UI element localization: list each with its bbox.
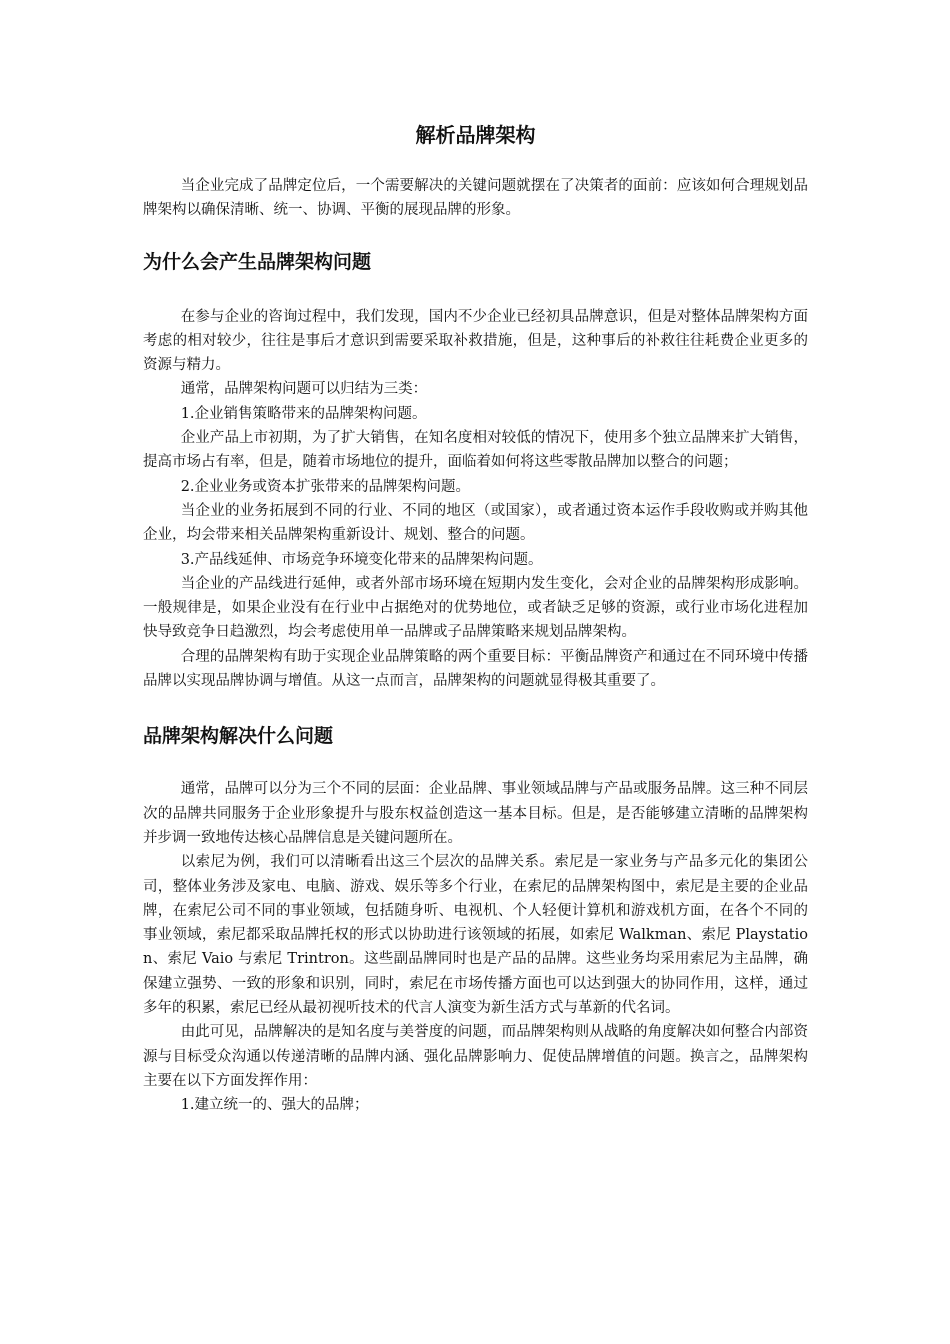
- document-title: 解析品牌架构: [415, 123, 536, 147]
- section-heading-what: 品牌架构解决什么问题: [143, 725, 334, 748]
- list-item: 2.企业业务或资本扩张带来的品牌架构问题。: [180, 478, 471, 495]
- paragraph: 当企业的产品线进行延伸，或者外部市场环境在短期内发生变化，会对企业的品牌架构形成影响。一般规律是，如果企业没有在行业中占据绝对的优势地位，或者缺乏足够的资源，或行业市场化进程加快导致竞争日趋激烈，均会考虑使用单一品牌或子品牌策略来规划品牌架构。: [143, 575, 808, 641]
- paragraph: 在参与企业的咨询过程中，我们发现，国内不少企业已经初具品牌意识，但是对整体品牌架构方面考虑的相对较少，往往是事后才意识到需要采取补救措施，但是，这种事后的补救往往耗费企业更多的资源与精力。: [143, 308, 808, 374]
- paragraph: 企业产品上市初期，为了扩大销售，在知名度相对较低的情况下，使用多个独立品牌来扩大销售，提高市场占有率，但是，随着市场地位的提升，面临着如何将这些零散品牌加以整合的问题；: [143, 430, 808, 471]
- list-item: 1.企业销售策略带来的品牌架构问题。: [180, 405, 427, 422]
- section-heading-why: 为什么会产生品牌架构问题: [143, 250, 372, 273]
- document-page: [143, 118, 808, 1118]
- paragraph: 以索尼为例，我们可以清晰看出这三个层次的品牌关系。索尼是一家业务与产品多元化的集团公司，整体业务涉及家电、电脑、游戏、娱乐等多个行业，在索尼的品牌架构图中，索尼是主要的企业品牌，在索尼公司不同的事业领域，包括随身听、电视机、个人轻便计算机和游戏机方面，在各个不同的事业领域，索尼都采取品牌托权的形式以协助进行该领域的拓展，如索尼 Walkman、索尼 Playstation、索尼 Vaio 与索尼 Trintron。这些副品牌同时也是产品的品牌。这些业务均采用索尼为主品牌，确保建立强势、一致的形象和识别，同时，索尼在市场传播方面也可以达到强大的协同作用，这样，通过多年的积累，索尼已经从最初视听技术的代言人演变为新生活方式与革新的代名词。: [143, 854, 808, 1017]
- list-item: 1.建立统一的、强大的品牌；: [180, 1097, 369, 1114]
- paragraph: 由此可见，品牌解决的是知名度与美誉度的问题，而品牌架构则从战略的角度解决如何整合内部资源与目标受众沟通以传递清晰的品牌内涵、强化品牌影响力、促使品牌增值的问题。换言之，品牌架构主要在以下方面发挥作用：: [143, 1024, 808, 1089]
- paragraph: 通常，品牌可以分为三个不同的层面：企业品牌、事业领域品牌与产品或服务品牌。这三种不同层次的品牌共同服务于企业形象提升与股东权益创造这一基本目标。但是，是否能够建立清晰的品牌架构并步调一致地传达核心品牌信息是关键问题所在。: [143, 781, 808, 846]
- paragraph: 通常，品牌架构问题可以归结为三类：: [180, 381, 428, 398]
- list-item: 3.产品线延伸、市场竞争环境变化带来的品牌架构问题。: [180, 551, 543, 568]
- paragraph: 当企业的业务拓展到不同的行业、不同的地区（或国家），或者通过资本运作手段收购或并购其他企业，均会带来相关品牌架构重新设计、规划、整合的问题。: [143, 502, 808, 544]
- paragraph: 合理的品牌架构有助于实现企业品牌策略的两个重要目标：平衡品牌资产和通过在不同环境中传播品牌以实现品牌协调与增值。从这一点而言，品牌架构的问题就显得极其重要了。: [143, 648, 808, 690]
- intro-paragraph: 当企业完成了品牌定位后，一个需要解决的关键问题就摆在了决策者的面前：应该如何合理规划品牌架构以确保清晰、统一、协调、平衡的展现品牌的形象。: [143, 178, 808, 219]
